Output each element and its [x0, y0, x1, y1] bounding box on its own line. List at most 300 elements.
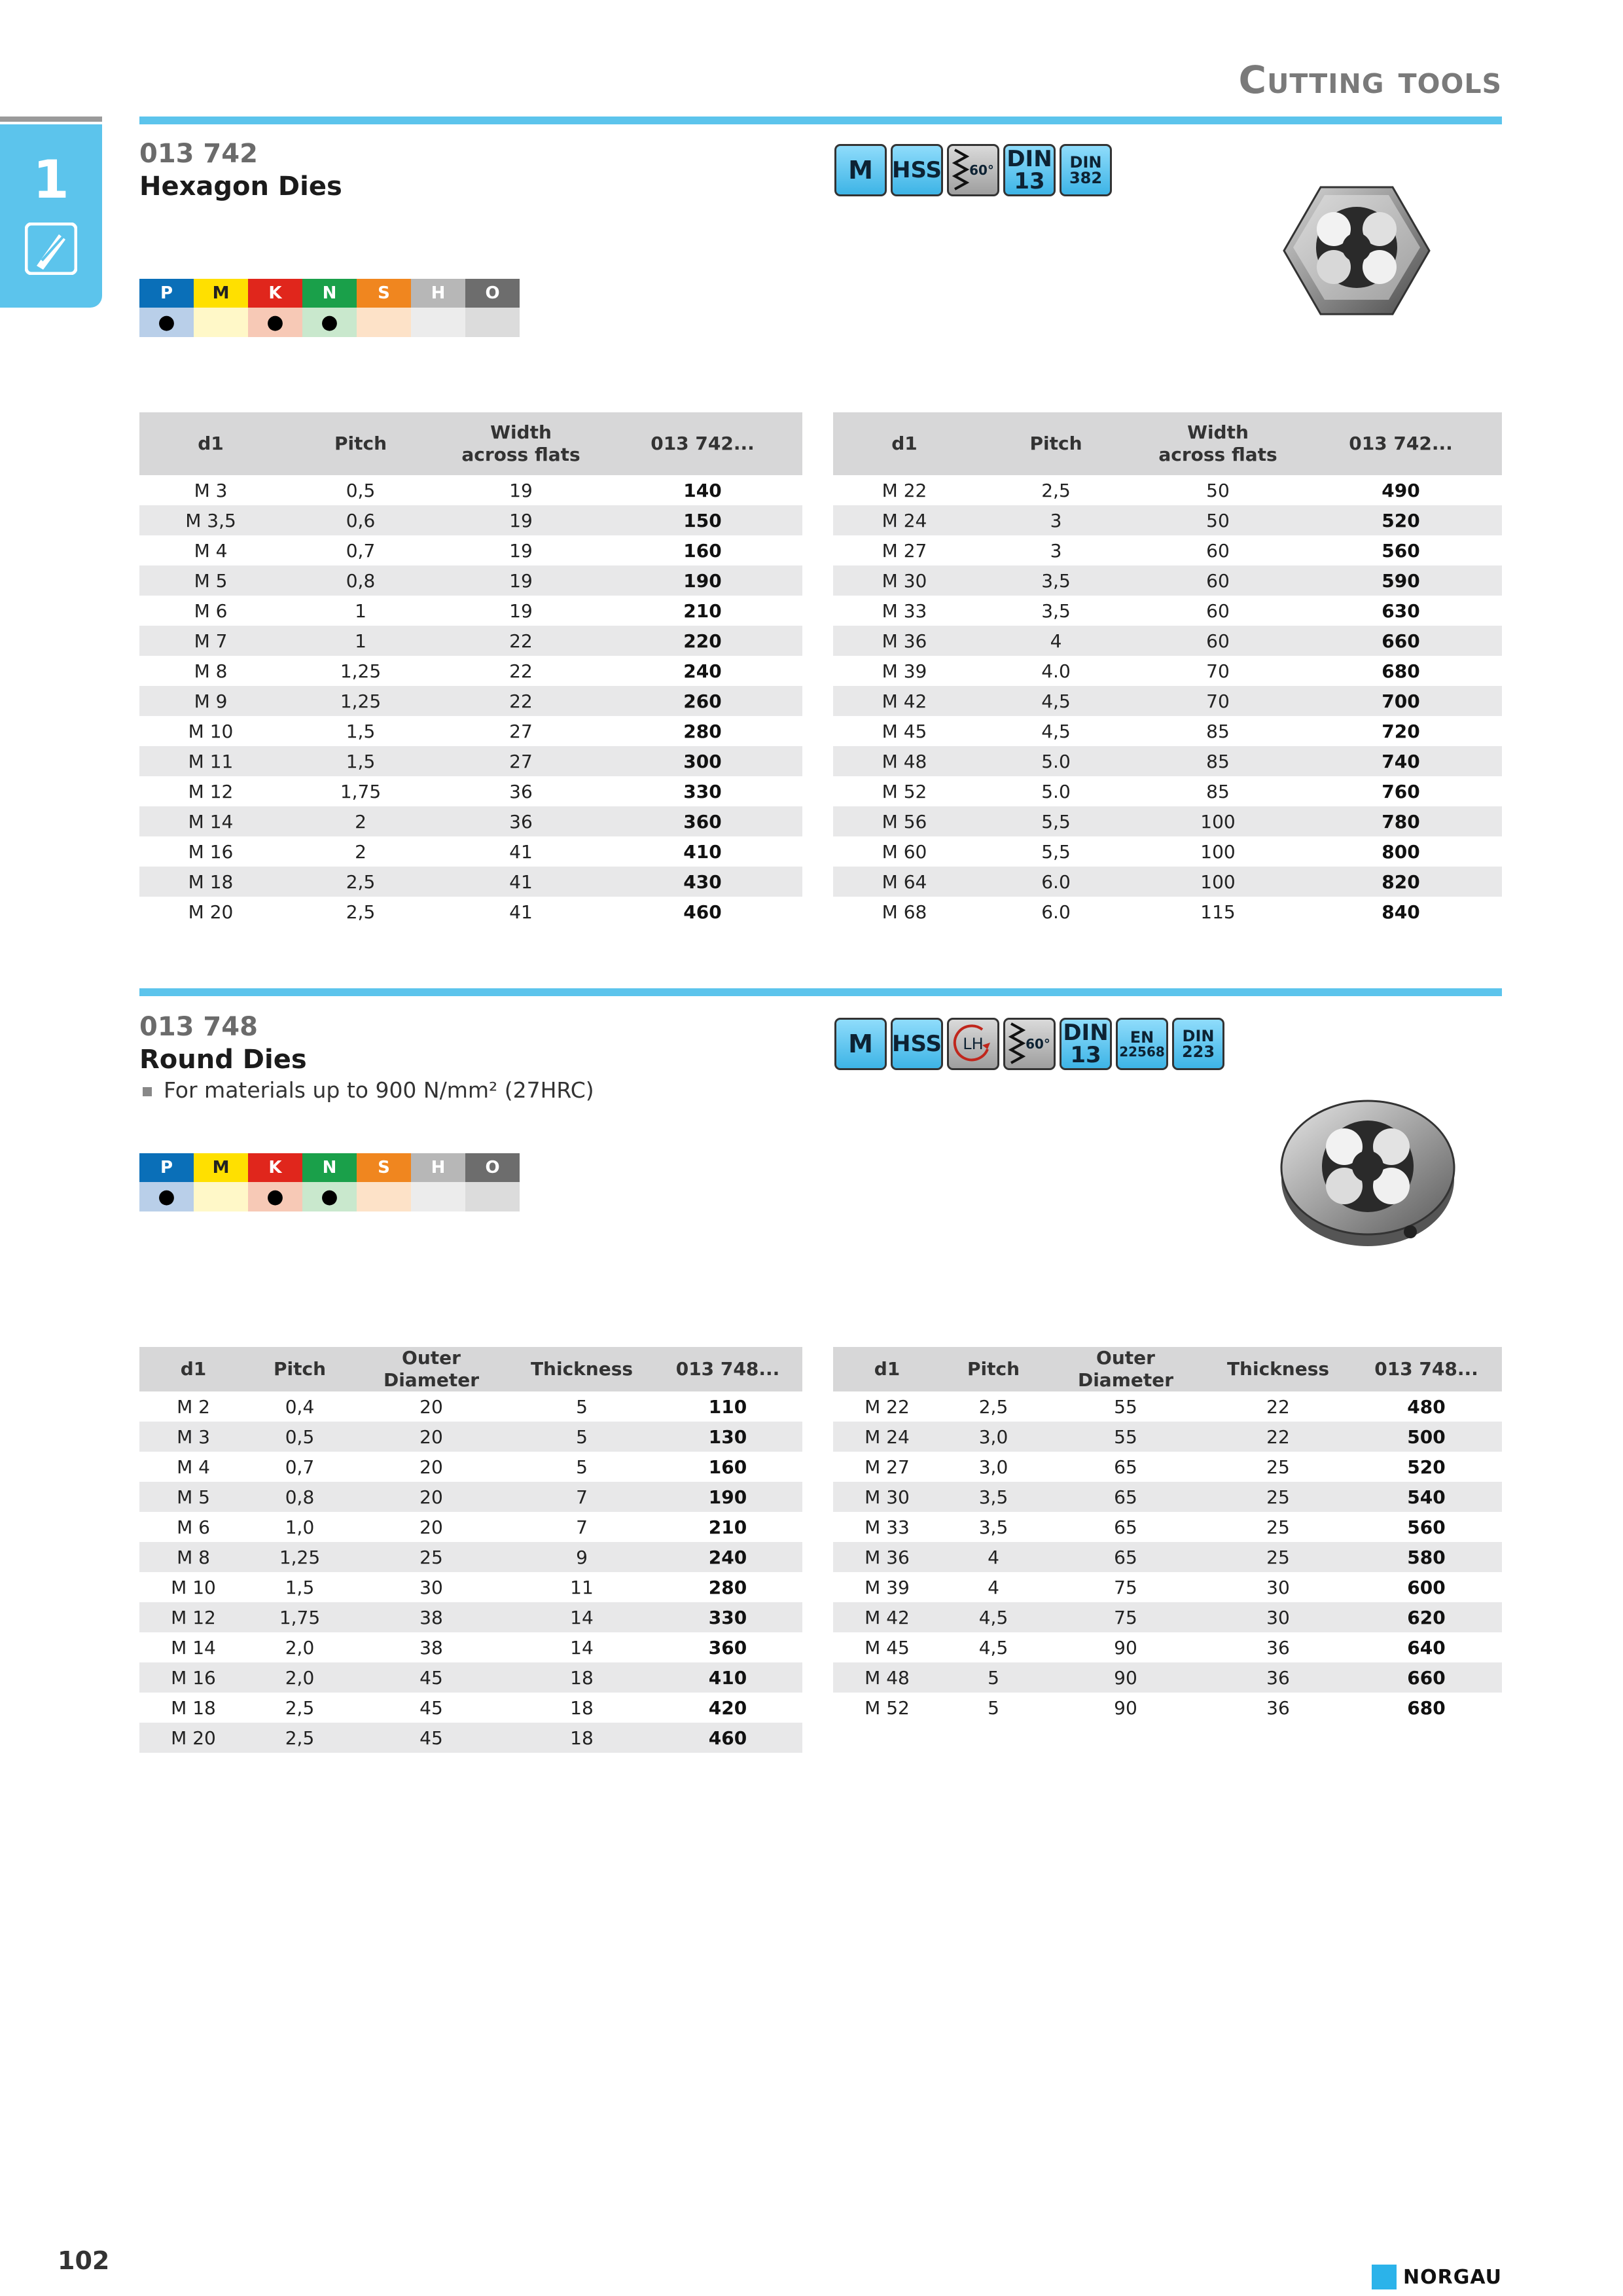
- table-cell: M 4: [194, 539, 228, 562]
- table-cell: 1,25: [340, 660, 382, 682]
- table-row: [139, 626, 802, 656]
- article-code-cell: 580: [1351, 1542, 1502, 1572]
- article-code-cell: 430: [603, 867, 802, 897]
- material-m: [194, 1153, 248, 1211]
- table-cell: 27: [509, 720, 533, 742]
- table-cell: 41: [509, 901, 533, 923]
- table-row: [139, 867, 802, 897]
- badge-m: M: [834, 1018, 887, 1070]
- article-code-cell: 820: [1300, 867, 1502, 897]
- table-row: [139, 1572, 802, 1602]
- table-cell: M 22: [882, 479, 927, 501]
- table-cell: M 2: [177, 1395, 210, 1418]
- col-header-d1: d1: [833, 1347, 941, 1391]
- table-cell: M 7: [139, 626, 282, 656]
- table-cell: 3,5: [1041, 600, 1071, 622]
- standard-badge-223: DIN 223: [1172, 1018, 1224, 1070]
- table-row: [139, 1542, 802, 1572]
- standard-badge-382: DIN 382: [1060, 144, 1112, 196]
- article-code-cell: 630: [1382, 600, 1420, 622]
- table-cell: M 10: [171, 1576, 216, 1598]
- table-row: [833, 1693, 1502, 1723]
- article-code-cell: 800: [1382, 840, 1420, 863]
- material-mark: ●: [248, 308, 302, 337]
- table-cell: 5: [988, 1696, 999, 1719]
- table-cell: M 48: [833, 746, 976, 776]
- material-o: [465, 279, 520, 337]
- col-header-d1: d1: [139, 1347, 247, 1391]
- table-cell: 65: [1114, 1516, 1137, 1538]
- table-cell: 41: [439, 867, 603, 897]
- material-mark: ●: [139, 308, 194, 337]
- table-cell: 38: [419, 1636, 443, 1659]
- table-row: [139, 1422, 802, 1452]
- badge-hss: HSS: [891, 1018, 943, 1070]
- table-cell: M 5: [139, 1482, 247, 1512]
- table-cell: 36: [1205, 1662, 1351, 1693]
- article-code-cell: 420: [708, 1696, 747, 1719]
- material-k: [248, 1153, 302, 1211]
- table-cell: M 3: [194, 479, 228, 501]
- table-cell: M 24: [833, 1422, 941, 1452]
- table-cell: 1,25: [282, 686, 439, 716]
- material-code: H: [411, 279, 465, 308]
- article-code-cell: 280: [708, 1576, 747, 1598]
- table-cell: 19: [509, 539, 533, 562]
- material-p: [139, 1153, 194, 1211]
- table-cell: 5: [941, 1662, 1046, 1693]
- table-cell: 0,7: [285, 1456, 315, 1478]
- table-row: [139, 1693, 802, 1723]
- table-cell: M 36: [833, 626, 976, 656]
- article-code-cell: 540: [1351, 1482, 1502, 1512]
- table-cell: 75: [1046, 1602, 1205, 1632]
- article-code-cell: 360: [708, 1636, 747, 1659]
- article-code-cell: 560: [1382, 539, 1420, 562]
- material-code: H: [411, 1153, 465, 1182]
- thread-angle-icon: 60°: [1003, 1018, 1056, 1070]
- table-cell: 100: [1136, 806, 1300, 836]
- col-header-code: 013 742...: [603, 412, 802, 475]
- section1-code: 013 742: [139, 139, 258, 169]
- table-row: [139, 1602, 802, 1632]
- section1-badges: [834, 144, 1112, 196]
- material-o: [465, 1153, 520, 1211]
- article-code-cell: 240: [653, 1542, 802, 1572]
- table-row: [833, 897, 1502, 927]
- table-row: [833, 1572, 1502, 1602]
- material-mark: [411, 1182, 465, 1211]
- table-cell: 2,5: [346, 901, 376, 923]
- table-cell: 45: [419, 1696, 443, 1719]
- table-cell: 1,0: [285, 1516, 315, 1538]
- table-cell: M 52: [865, 1696, 910, 1719]
- table-cell: M 4: [177, 1456, 210, 1478]
- material-code: N: [302, 1153, 357, 1182]
- table-row: [833, 746, 1502, 776]
- table-cell: 18: [510, 1723, 653, 1753]
- table-cell: 90: [1046, 1662, 1205, 1693]
- table-cell: M 11: [139, 746, 282, 776]
- table-cell: 1,25: [247, 1542, 352, 1572]
- table-cell: 27: [439, 746, 603, 776]
- header-rule: [139, 117, 1502, 124]
- article-code-cell: 520: [1407, 1456, 1446, 1478]
- table-row: [833, 1512, 1502, 1542]
- table-cell: 18: [510, 1662, 653, 1693]
- table-cell: 4: [988, 1576, 999, 1598]
- table-cell: 100: [1200, 840, 1236, 863]
- table-cell: 55: [1046, 1422, 1205, 1452]
- table-row: [139, 836, 802, 867]
- table-cell: 20: [419, 1516, 443, 1538]
- table-row: [833, 716, 1502, 746]
- col-header-d1: d1: [833, 412, 976, 475]
- article-code-cell: 460: [683, 901, 722, 923]
- material-mark: ●: [248, 1182, 302, 1211]
- article-code-cell: 210: [708, 1516, 747, 1538]
- article-code-cell: 780: [1300, 806, 1502, 836]
- material-mark: ●: [139, 1182, 194, 1211]
- table-cell: 22: [1266, 1395, 1290, 1418]
- material-s: [357, 279, 411, 337]
- table-cell: M 45: [865, 1636, 910, 1659]
- table-cell: 14: [570, 1636, 594, 1659]
- table-cell: 7: [510, 1482, 653, 1512]
- article-code-cell: 410: [653, 1662, 802, 1693]
- table-cell: M 22: [865, 1395, 910, 1418]
- article-code-cell: 240: [683, 660, 722, 682]
- table-row: [139, 686, 802, 716]
- hexagon-die-icon: [1281, 182, 1432, 319]
- col-header-width: Width across flats: [439, 412, 603, 475]
- table-cell: M 9: [139, 686, 282, 716]
- table-row: [833, 686, 1502, 716]
- col-header-code: 013 742...: [1300, 412, 1502, 475]
- material-code: M: [194, 279, 248, 308]
- table-cell: M 27: [882, 539, 927, 562]
- table-cell: 1: [282, 626, 439, 656]
- table-row: [139, 806, 802, 836]
- table-cell: 2,5: [247, 1723, 352, 1753]
- col-header-code: 013 748...: [1351, 1347, 1502, 1391]
- table-cell: M 36: [833, 1542, 941, 1572]
- table-cell: 36: [1266, 1696, 1290, 1719]
- table-cell: 90: [1114, 1636, 1137, 1659]
- table-cell: M 18: [139, 867, 282, 897]
- article-code-cell: 740: [1300, 746, 1502, 776]
- table-cell: M 3: [139, 1422, 247, 1452]
- table-cell: 4: [976, 626, 1136, 656]
- table-cell: 50: [1206, 479, 1230, 501]
- article-code-cell: 500: [1351, 1422, 1502, 1452]
- article-code-cell: 620: [1351, 1602, 1502, 1632]
- bullet-square-icon: [143, 1087, 152, 1096]
- table-cell: M 56: [833, 806, 976, 836]
- table-row: [833, 626, 1502, 656]
- material-h: [411, 1153, 465, 1211]
- article-code-cell: 330: [683, 780, 722, 802]
- table-cell: M 20: [188, 901, 234, 923]
- standard-badge-13: DIN 13: [1003, 144, 1056, 196]
- table-cell: 3,5: [941, 1482, 1046, 1512]
- left-hand-thread-icon: LH: [947, 1018, 999, 1070]
- table-cell: M 14: [171, 1636, 216, 1659]
- material-code: N: [302, 279, 357, 308]
- table-cell: 2,5: [285, 1696, 315, 1719]
- table-row: [139, 1482, 802, 1512]
- table-cell: 3,5: [978, 1516, 1008, 1538]
- table-row: [139, 1452, 802, 1482]
- article-code-cell: 490: [1382, 479, 1420, 501]
- table-cell: 4,5: [1041, 720, 1071, 742]
- table-cell: 36: [439, 806, 603, 836]
- section2-badges: [834, 1018, 1224, 1070]
- article-code-cell: 720: [1382, 720, 1420, 742]
- table-cell: M 10: [188, 720, 234, 742]
- table-cell: 70: [1136, 686, 1300, 716]
- table-row: [139, 716, 802, 746]
- table-row: [833, 505, 1502, 535]
- material-s: [357, 1153, 411, 1211]
- table-cell: 6.0: [976, 867, 1136, 897]
- table-cell: 4,5: [978, 1636, 1008, 1659]
- table-cell: 4,5: [941, 1602, 1046, 1632]
- material-mark: ●: [302, 308, 357, 337]
- table-cell: M 42: [833, 1602, 941, 1632]
- table-cell: M 30: [833, 565, 976, 596]
- material-code: O: [465, 1153, 520, 1182]
- table-cell: M 27: [865, 1456, 910, 1478]
- article-code-cell: 360: [603, 806, 802, 836]
- table-cell: 30: [1266, 1576, 1290, 1598]
- table-row: [139, 596, 802, 626]
- material-k: [248, 279, 302, 337]
- badge-hss: HSS: [891, 144, 943, 196]
- table-cell: M 39: [865, 1576, 910, 1598]
- page-header-title: Cutting tools: [1238, 58, 1502, 102]
- material-m: [194, 279, 248, 337]
- article-code-cell: 330: [653, 1602, 802, 1632]
- article-code-cell: 160: [708, 1456, 747, 1478]
- table-cell: 2,5: [978, 1395, 1008, 1418]
- table-cell: M 12: [139, 1602, 247, 1632]
- table-cell: 20: [352, 1422, 510, 1452]
- table-row: [833, 1632, 1502, 1662]
- section1-table-left: [139, 412, 802, 927]
- table-cell: 22: [509, 660, 533, 682]
- article-code-cell: 760: [1382, 780, 1420, 802]
- table-cell: 19: [439, 565, 603, 596]
- table-row: [833, 836, 1502, 867]
- table-cell: M 42: [833, 686, 976, 716]
- table-cell: 60: [1136, 565, 1300, 596]
- table-row: [833, 1422, 1502, 1452]
- table-cell: 0,7: [346, 539, 376, 562]
- section2-material-chart: [139, 1153, 520, 1211]
- table-cell: 4.0: [1041, 660, 1071, 682]
- table-cell: 85: [1206, 720, 1230, 742]
- table-cell: 0,4: [285, 1395, 315, 1418]
- col-header-outer-diameter: Outer Diameter: [1046, 1347, 1205, 1391]
- table-cell: 19: [509, 600, 533, 622]
- table-cell: 100: [1136, 867, 1300, 897]
- table-cell: 1: [355, 600, 366, 622]
- table-cell: M 60: [882, 840, 927, 863]
- table-row: [833, 1602, 1502, 1632]
- table-cell: 2,5: [282, 867, 439, 897]
- table-cell: 65: [1046, 1482, 1205, 1512]
- table-cell: 0,6: [282, 505, 439, 535]
- table-cell: 20: [419, 1395, 443, 1418]
- table-cell: M 5: [139, 565, 282, 596]
- table-cell: 60: [1206, 600, 1230, 622]
- table-cell: M 8: [139, 1542, 247, 1572]
- brand-name: NORGAU: [1403, 2265, 1502, 2289]
- table-cell: M 48: [833, 1662, 941, 1693]
- section1-title: Hexagon Dies: [139, 171, 342, 202]
- article-code-cell: 300: [603, 746, 802, 776]
- col-header-thickness: Thickness: [510, 1347, 653, 1391]
- article-code-cell: 600: [1407, 1576, 1446, 1598]
- table-cell: M 18: [171, 1696, 216, 1719]
- table-cell: 14: [510, 1602, 653, 1632]
- article-code-cell: 520: [1300, 505, 1502, 535]
- chapter-number: 1: [33, 149, 69, 210]
- table-cell: 25: [1266, 1516, 1290, 1538]
- table-cell: 30: [419, 1576, 443, 1598]
- article-code-cell: 280: [683, 720, 722, 742]
- table-cell: M 45: [882, 720, 927, 742]
- table-cell: M 6: [177, 1516, 210, 1538]
- table-cell: 0,8: [247, 1482, 352, 1512]
- table-cell: M 24: [833, 505, 976, 535]
- table-row: [139, 505, 802, 535]
- table-cell: 22: [439, 686, 603, 716]
- col-header-pitch: Pitch: [941, 1347, 1046, 1391]
- table-row: [139, 475, 802, 505]
- table-cell: 3,5: [976, 565, 1136, 596]
- table-cell: M 8: [194, 660, 228, 682]
- round-die-icon: [1276, 1094, 1459, 1251]
- table-cell: 1,5: [285, 1576, 315, 1598]
- table-cell: 5: [576, 1395, 588, 1418]
- table-cell: 2: [355, 840, 366, 863]
- table-cell: 38: [352, 1602, 510, 1632]
- table-cell: 3: [1050, 539, 1062, 562]
- section2-title: Round Dies: [139, 1045, 307, 1075]
- table-row: [833, 1662, 1502, 1693]
- table-cell: 85: [1136, 746, 1300, 776]
- article-code-cell: 590: [1300, 565, 1502, 596]
- table-row: [833, 535, 1502, 565]
- table-cell: M 64: [833, 867, 976, 897]
- table-cell: M 68: [882, 901, 927, 923]
- section1-material-chart: [139, 279, 520, 337]
- material-h: [411, 279, 465, 337]
- article-code-cell: 160: [683, 539, 722, 562]
- material-mark: [194, 1182, 248, 1211]
- material-p: [139, 279, 194, 337]
- table-cell: 55: [1114, 1395, 1137, 1418]
- table-cell: 3,0: [941, 1422, 1046, 1452]
- table-cell: 20: [419, 1456, 443, 1478]
- section2-rule: [139, 988, 1502, 996]
- table-cell: 65: [1114, 1456, 1137, 1478]
- table-cell: M 14: [139, 806, 282, 836]
- table-row: [833, 565, 1502, 596]
- article-code-cell: 460: [653, 1723, 802, 1753]
- table-row: [139, 1662, 802, 1693]
- table-cell: 2,0: [247, 1662, 352, 1693]
- material-code: O: [465, 279, 520, 308]
- table-cell: 41: [509, 840, 533, 863]
- material-n: [302, 1153, 357, 1211]
- table-cell: 7: [576, 1516, 588, 1538]
- table-row: [139, 656, 802, 686]
- table-cell: 2,0: [285, 1636, 315, 1659]
- section2-note: For materials up to 900 N/mm² (27HRC): [143, 1077, 594, 1103]
- thread-angle-icon: 60°: [947, 144, 999, 196]
- col-header-d1: d1: [139, 412, 282, 475]
- material-code: K: [248, 1153, 302, 1182]
- material-mark: [357, 1182, 411, 1211]
- table-cell: 25: [1205, 1482, 1351, 1512]
- col-header-width: Width across flats: [1136, 412, 1300, 475]
- table-cell: 3,0: [978, 1456, 1008, 1478]
- col-header-thickness: Thickness: [1205, 1347, 1351, 1391]
- table-cell: 1,75: [247, 1602, 352, 1632]
- standard-badge-13: DIN 13: [1060, 1018, 1112, 1070]
- table-cell: 5.0: [1041, 780, 1071, 802]
- material-code: S: [357, 279, 411, 308]
- side-tab-divider: [0, 117, 102, 122]
- material-mark: [411, 308, 465, 337]
- table-cell: 85: [1206, 780, 1230, 802]
- col-header-pitch: Pitch: [247, 1347, 352, 1391]
- table-row: [139, 776, 802, 806]
- table-cell: M 20: [139, 1723, 247, 1753]
- table-cell: 22: [439, 626, 603, 656]
- table-cell: M 16: [139, 1662, 247, 1693]
- material-code: S: [357, 1153, 411, 1182]
- table-cell: 22: [1205, 1422, 1351, 1452]
- table-row: [139, 565, 802, 596]
- table-cell: 50: [1136, 505, 1300, 535]
- drill-icon: [25, 223, 77, 275]
- table-cell: 45: [352, 1662, 510, 1693]
- col-header-pitch: Pitch: [976, 412, 1136, 475]
- material-mark: [194, 308, 248, 337]
- table-cell: 25: [352, 1542, 510, 1572]
- table-cell: 2: [282, 806, 439, 836]
- table-row: [833, 1452, 1502, 1482]
- article-code-cell: 110: [708, 1395, 747, 1418]
- table-cell: M 39: [882, 660, 927, 682]
- table-row: [139, 1723, 802, 1753]
- table-cell: 5.0: [976, 746, 1136, 776]
- table-cell: 60: [1136, 626, 1300, 656]
- table-cell: 5,5: [1041, 840, 1071, 863]
- table-row: [833, 656, 1502, 686]
- table-cell: M 3,5: [139, 505, 282, 535]
- table-cell: 1,5: [282, 746, 439, 776]
- table-row: [833, 596, 1502, 626]
- section2-code: 013 748: [139, 1012, 258, 1042]
- table-cell: 0,8: [282, 565, 439, 596]
- table-cell: 0,5: [346, 479, 376, 501]
- article-code-cell: 560: [1407, 1516, 1446, 1538]
